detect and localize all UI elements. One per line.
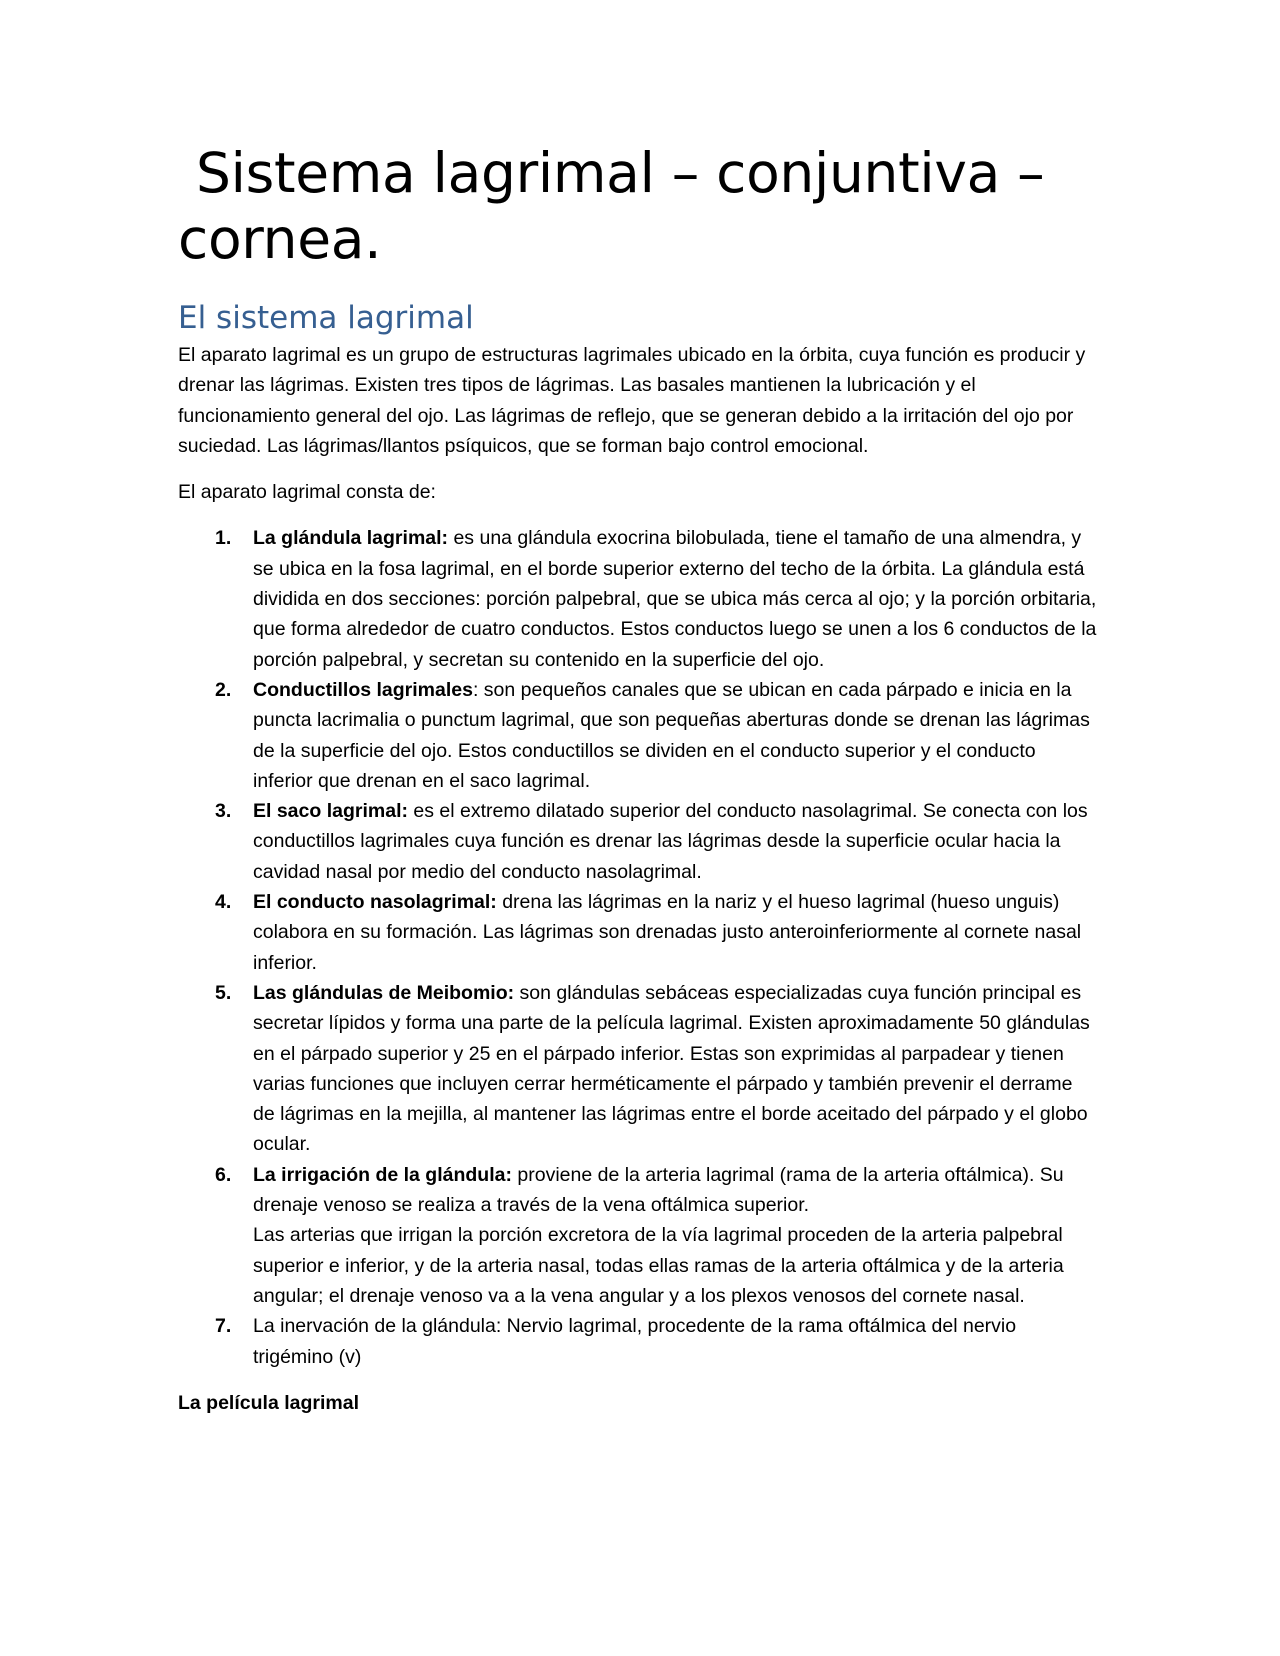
structures-list: [178, 523, 1098, 1371]
list-number: 3.: [215, 800, 232, 823]
list-text: La inervación de la glándula: Nervio lagrimal, procedente de la rama oftálmica del nervio trigémino (v): [253, 1315, 1017, 1368]
title-line-1: Sistema lagrimal – conjuntiva –: [196, 141, 1045, 205]
list-term: El conducto nasolagrimal:: [253, 891, 497, 914]
list-term: Las glándulas de Meibomio:: [253, 981, 515, 1004]
list-text: proviene de la arteria lagrimal (rama de la arteria oftálmica). Su drenaje venoso se realiza a través de la vena oftálmica superior.: [253, 1163, 1064, 1217]
list-item: [178, 523, 1098, 674]
list-term: El saco lagrimal:: [253, 800, 408, 823]
list-text: es una glándula exocrina bilobulada, tiene el tamaño de una almendra, y se ubica en la fosa lagrimal, en el borde superior externo del techo de la órbita. La glándula está dividida en dos secciones: porción palpebral, que se ubica más cerca al ojo; y la porción orbitaria, que forma alrededor de cuatro conductos. Estos conductos luego se unen a los 6 conductos de la porción palpebral, y secretan su contenido en la superficie del ojo.: [253, 527, 1097, 671]
document-title: [178, 140, 1098, 272]
intro-paragraph: El aparato lagrimal es un grupo de estructuras lagrimales ubicado en la órbita, cuya función es producir y drenar las lágrimas. Existen tres tipos de lágrimas. Las basales mantienen la lubricación y el funcionamiento general del ojo. Las lágrimas de reflejo, que se generan debido a la irritación del ojo por suciedad. Las lágrimas/llantos psíquicos, que se forman bajo control emocional.: [178, 344, 1086, 457]
list-item: [178, 1311, 1098, 1372]
closing-heading: La película lagrimal: [178, 1391, 359, 1414]
list-number: 2.: [215, 678, 232, 701]
list-term: Conductillos lagrimales: [253, 678, 473, 701]
section-heading: El sistema lagrimal: [178, 300, 474, 336]
list-number: 4.: [215, 891, 232, 914]
list-term: La glándula lagrimal:: [253, 527, 449, 550]
list-text: drena las lágrimas en la nariz y el hueso lagrimal (hueso unguis) colabora en su formación. Las lágrimas son drenadas justo anteroinferiormente al cornete nasal inferior.: [253, 891, 1082, 974]
list-item: [178, 796, 1098, 887]
document-page: [178, 140, 1098, 1418]
title-line-2: cornea.: [178, 207, 382, 271]
list-number: 6.: [215, 1163, 232, 1186]
list-number: 1.: [215, 527, 232, 550]
list-item: [178, 887, 1098, 978]
list-continuation: Las arterias que irrigan la porción excretora de la vía lagrimal proceden de la arteria palpebral superior e inferior, y de la arteria nasal, todas ellas ramas de la arteria oftálmica y de la arteria angular; el drenaje venoso va a la vena angular y a los plexos venosos del cornete nasal.: [253, 1224, 1064, 1307]
list-item: [178, 978, 1098, 1160]
list-text: : son pequeños canales que se ubican en cada párpado e inicia en la puncta lacrimalia o punctum lagrimal, que son pequeñas aberturas donde se drenan las lágrimas de la superficie del ojo. Estos conductillos se dividen en el conducto superior y el conducto inferior que drenan en el saco lagrimal.: [253, 678, 1090, 792]
list-intro: El aparato lagrimal consta de:: [178, 481, 436, 504]
list-text: es el extremo dilatado superior del conducto nasolagrimal. Se conecta con los conductillos lagrimales cuya función es drenar las lágrimas desde la superficie ocular hacia la cavidad nasal por medio del conducto nasolagrimal.: [253, 800, 1088, 883]
list-number: 5.: [215, 981, 232, 1004]
list-item: [178, 1160, 1098, 1311]
list-number: 7.: [215, 1315, 232, 1338]
list-text: son glándulas sebáceas especializadas cuya función principal es secretar lípidos y forma una parte de la película lagrimal. Existen aproximadamente 50 glándulas en el párpado superior y 25 en el párpado inferior. Estas son exprimidas al parpadear y tienen varias funciones que incluyen cerrar herméticamente el párpado y también prevenir el derrame de lágrimas en la mejilla, al mantener las lágrimas entre el borde aceitado del párpado y el globo ocular.: [253, 981, 1090, 1156]
list-item: [178, 675, 1098, 796]
list-term: La irrigación de la glándula:: [253, 1163, 512, 1186]
